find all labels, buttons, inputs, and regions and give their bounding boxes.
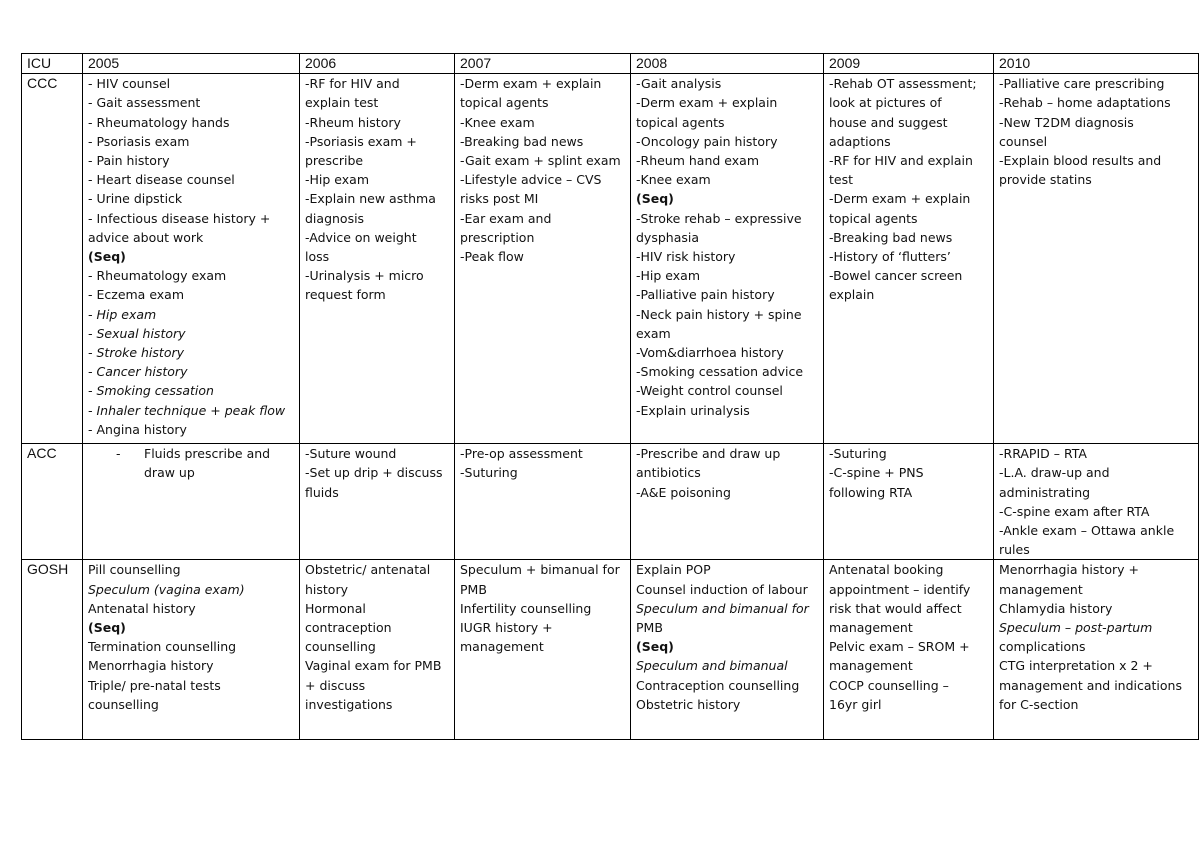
cell-line: -L.A. draw-up and: [999, 465, 1110, 481]
cell-line: - Inhaler technique + peak flow: [88, 402, 286, 418]
cell-line: investigations: [305, 696, 393, 712]
cell-line: -A&E poisoning: [636, 484, 731, 500]
cell-line: -Palliative pain history: [636, 287, 775, 303]
cell-line: Contraception counselling: [636, 677, 800, 693]
cell-gosh-2007: [455, 560, 631, 740]
cell-line: -Ear exam and: [460, 210, 552, 226]
cell-line: -Suturing: [829, 446, 887, 462]
cell-line: Menorrhagia history +: [999, 562, 1139, 578]
seq-label: (Seq): [88, 620, 126, 636]
cell-line: fluids: [305, 484, 339, 500]
cell-line: -RF for HIV and explain: [829, 153, 973, 169]
cell-line: Fluids prescribe and: [144, 446, 271, 462]
cell-line: - Pain history: [88, 153, 170, 169]
cell-line: -Stroke rehab – expressive: [636, 210, 802, 226]
cell-line: counsel: [999, 133, 1048, 149]
cell-line: prescription: [460, 229, 535, 245]
cell-line: management: [999, 581, 1083, 597]
cell-line: -Derm exam + explain: [829, 191, 971, 207]
cell-line: Triple/ pre-natal tests: [88, 677, 221, 693]
cell-ccc-2007: [455, 74, 631, 444]
cell-line: look at pictures of: [829, 95, 942, 111]
cell-line: Termination counselling: [88, 639, 237, 655]
cell-line: - Urine dipstick: [88, 191, 183, 207]
row-label: CCC: [22, 74, 83, 444]
cell-line: - Eczema exam: [88, 287, 185, 303]
cell-line: rules: [999, 542, 1030, 558]
cell-line: exam: [636, 325, 671, 341]
cell-line: -New T2DM diagnosis: [999, 114, 1134, 130]
cell-line: - Infectious disease history +: [88, 210, 271, 226]
cell-line: Pelvic exam – SROM +: [829, 639, 970, 655]
seq-label: (Seq): [88, 249, 126, 265]
cell-line: Menorrhagia history: [88, 658, 214, 674]
cell-ccc-2005: [83, 74, 300, 444]
cell-line: - Sexual history: [88, 325, 186, 341]
cell-line: -Knee exam: [460, 114, 535, 130]
cell-line: management: [829, 658, 913, 674]
cell-line: -Peak flow: [460, 249, 524, 265]
cell-line: - Cancer history: [88, 364, 188, 380]
seq-label: (Seq): [636, 639, 674, 655]
cell-line: - Angina history: [88, 421, 187, 437]
cell-line: - Hip exam: [88, 306, 157, 322]
cell-line: Speculum – post-partum: [999, 620, 1153, 636]
cell-line: - Rheumatology exam: [88, 268, 227, 284]
cell-line: prescribe: [305, 153, 364, 169]
row-label: ACC: [22, 444, 83, 560]
cell-line: -Derm exam + explain: [636, 95, 778, 111]
cell-line: Speculum (vagina exam): [88, 581, 245, 597]
cell-line: management and indications: [999, 677, 1182, 693]
cell-line: -Weight control counsel: [636, 383, 783, 399]
cell-acc-2008: [631, 444, 824, 560]
cell-line: Explain POP: [636, 562, 711, 578]
cell-line: counselling: [305, 639, 376, 655]
cell-line: -Vom&diarrhoea history: [636, 345, 784, 361]
cell-acc-2009: [824, 444, 994, 560]
cell-gosh-2009: [824, 560, 994, 740]
cell-line: -Breaking bad news: [460, 133, 584, 149]
cell-gosh-2008: [631, 560, 824, 740]
cell-line: -Neck pain history + spine: [636, 306, 802, 322]
cell-line: -Ankle exam – Ottawa ankle: [999, 523, 1175, 539]
cell-ccc-2006: [300, 74, 455, 444]
cell-line: -Hip exam: [305, 172, 369, 188]
cell-line: IUGR history +: [460, 620, 553, 636]
cell-line: topical agents: [636, 114, 725, 130]
cell-line: risks post MI: [460, 191, 539, 207]
cell-line: draw up: [144, 465, 195, 481]
cell-line: - Heart disease counsel: [88, 172, 235, 188]
cell-line: topical agents: [460, 95, 549, 111]
cell-line: - HIV counsel: [88, 76, 171, 92]
cell-line: -Psoriasis exam +: [305, 133, 417, 149]
cell-line: Speculum and bimanual for: [636, 600, 809, 616]
cell-line: -Knee exam: [636, 172, 711, 188]
cell-line: -Rheum hand exam: [636, 153, 759, 169]
cell-line: administrating: [999, 484, 1091, 500]
table-row-acc: [22, 444, 1199, 560]
cell-line: -Gait analysis: [636, 76, 722, 92]
cell-acc-2006: [300, 444, 455, 560]
seq-label: (Seq): [636, 191, 674, 207]
cell-line: -Explain urinalysis: [636, 402, 750, 418]
table-row-ccc: [22, 74, 1199, 444]
cell-line: -Bowel cancer screen: [829, 268, 963, 284]
cell-line: -Gait exam + splint exam: [460, 153, 621, 169]
cell-line: 16yr girl: [829, 696, 882, 712]
cell-line: explain test: [305, 95, 379, 111]
cell-line: -Rehab – home adaptations: [999, 95, 1171, 111]
cell-line: explain: [829, 287, 875, 303]
osce-topics-table: [21, 53, 1199, 740]
cell-line: contraception: [305, 620, 392, 636]
cell-line: -RRAPID – RTA: [999, 446, 1087, 462]
cell-line: complications: [999, 639, 1086, 655]
header-cell: 2008: [631, 54, 824, 74]
cell-line: PMB: [636, 620, 663, 636]
cell-line: -Advice on weight: [305, 229, 417, 245]
cell-line: Speculum + bimanual for: [460, 562, 620, 578]
cell-line: -Derm exam + explain: [460, 76, 602, 92]
header-cell: 2005: [83, 54, 300, 74]
cell-line: - Rheumatology hands: [88, 114, 230, 130]
cell-line: -Oncology pain history: [636, 133, 778, 149]
cell-line: appointment – identify: [829, 581, 971, 597]
cell-line: Antenatal booking: [829, 562, 944, 578]
cell-line: -History of ‘flutters’: [829, 249, 951, 265]
cell-line: -Explain blood results and: [999, 153, 1162, 169]
cell-line: test: [829, 172, 854, 188]
table-row-gosh: [22, 560, 1199, 740]
cell-line: - Psoriasis exam: [88, 133, 190, 149]
cell-line: -C-spine + PNS: [829, 465, 924, 481]
cell-line: -Rehab OT assessment;: [829, 76, 977, 92]
cell-line: -Hip exam: [636, 268, 700, 284]
cell-line: - Stroke history: [88, 345, 185, 361]
cell-line: diagnosis: [305, 210, 365, 226]
cell-line: - Gait assessment: [88, 95, 201, 111]
cell-line: request form: [305, 287, 386, 303]
cell-ccc-2008: [631, 74, 824, 444]
cell-line: Obstetric history: [636, 696, 741, 712]
cell-line: following RTA: [829, 484, 913, 500]
cell-line: -Suture wound: [305, 446, 397, 462]
cell-line: -C-spine exam after RTA: [999, 503, 1150, 519]
header-cell: 2009: [824, 54, 994, 74]
cell-line: -Set up drip + discuss: [305, 465, 443, 481]
cell-line: house and suggest: [829, 114, 948, 130]
cell-line: -Prescribe and draw up: [636, 446, 781, 462]
cell-line: -HIV risk history: [636, 249, 736, 265]
cell-line: -Rheum history: [305, 114, 401, 130]
row-label: GOSH: [22, 560, 83, 740]
header-cell: 2010: [994, 54, 1199, 74]
cell-line: Obstetric/ antenatal: [305, 562, 431, 578]
cell-gosh-2005: [83, 560, 300, 740]
cell-line: loss: [305, 249, 330, 265]
cell-line: -Smoking cessation advice: [636, 364, 804, 380]
cell-line: Vaginal exam for PMB: [305, 658, 442, 674]
cell-gosh-2006: [300, 560, 455, 740]
cell-line: Antenatal history: [88, 600, 196, 616]
cell-line: Chlamydia history: [999, 600, 1113, 616]
cell-line: Counsel induction of labour: [636, 581, 808, 597]
cell-line: Hormonal: [305, 600, 366, 616]
cell-line: COCP counselling –: [829, 677, 949, 693]
cell-line: -Suturing: [460, 465, 518, 481]
cell-line: CTG interpretation x 2 +: [999, 658, 1153, 674]
header-cell: 2006: [300, 54, 455, 74]
cell-line: -Explain new asthma: [305, 191, 436, 207]
cell-acc-2005: [83, 444, 300, 560]
cell-line: risk that would affect: [829, 600, 962, 616]
header-cell: ICU: [22, 54, 83, 74]
cell-line: dysphasia: [636, 229, 700, 245]
cell-acc-2010: [994, 444, 1199, 560]
cell-line: history: [305, 581, 348, 597]
cell-line: Infertility counselling: [460, 600, 592, 616]
bullet-text: [144, 444, 270, 482]
cell-line: -RF for HIV and: [305, 76, 400, 92]
cell-line: Pill counselling: [88, 562, 181, 578]
cell-line: Speculum and bimanual: [636, 658, 788, 674]
cell-line: + discuss: [305, 677, 366, 693]
header-cell: 2007: [455, 54, 631, 74]
cell-line: antibiotics: [636, 465, 701, 481]
cell-line: -Breaking bad news: [829, 229, 953, 245]
bullet-item: [88, 444, 296, 482]
cell-line: adaptions: [829, 133, 891, 149]
cell-line: -Urinalysis + micro: [305, 268, 424, 284]
cell-line: topical agents: [829, 210, 918, 226]
bullet-mark: -: [116, 446, 121, 462]
cell-line: counselling: [88, 696, 159, 712]
cell-ccc-2010: [994, 74, 1199, 444]
cell-line: PMB: [460, 581, 487, 597]
cell-gosh-2010: [994, 560, 1199, 740]
cell-line: - Smoking cessation: [88, 383, 214, 399]
cell-line: -Pre-op assessment: [460, 446, 583, 462]
cell-line: management: [460, 639, 544, 655]
cell-line: -Palliative care prescribing: [999, 76, 1165, 92]
header-row: [22, 54, 1199, 74]
cell-line: management: [829, 620, 913, 636]
cell-line: provide statins: [999, 172, 1092, 188]
cell-line: -Lifestyle advice – CVS: [460, 172, 602, 188]
cell-line: for C-section: [999, 696, 1079, 712]
cell-acc-2007: [455, 444, 631, 560]
cell-ccc-2009: [824, 74, 994, 444]
cell-line: advice about work: [88, 229, 204, 245]
